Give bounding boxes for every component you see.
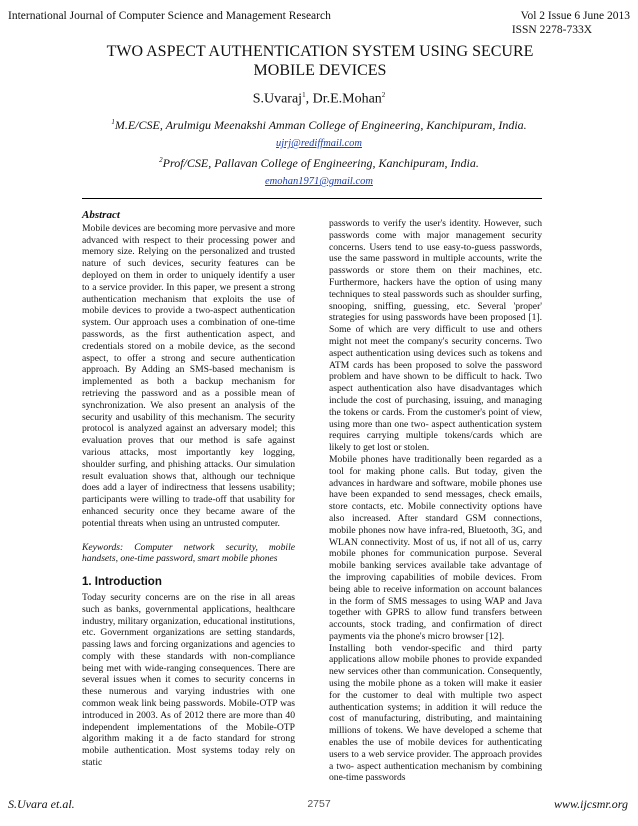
author-2: Dr.E.Mohan [312,91,382,107]
affiliation-1 [0,118,638,133]
footer-website[interactable]: www.ijcsmr.org [553,797,628,811]
affiliation-2-sup: 2 [159,156,163,164]
right-column [329,218,542,784]
title-line-2: MOBILE DEVICES [253,62,387,79]
journal-name: International Journal of Computer Science and Management Research [8,10,331,22]
paragraph-1: passwords to verify the user's identity. However, such passwords come with major management security concerns. Users tend to use easy-to-guess passwords, use the same password in multiple accounts, write the passwords or store them on their machines, etc. Furthermore, hackers have the option of using many techniques to steal passwords such as shoulder surfing, snooping, sniffing, guessing, etc. Several 'proper' strategies for using passwords have been proposed [1]. Some of which are very difficult to use and others might not meet the company's security concerns. Two aspect authentication using devices such as tokens and ATM cards has been proposed to solve the password problem and have shown to be difficult to hack. Two aspect authentication also have disadvantages which include the cost of purchasing, issuing, and managing the tokens or cards. From the customer's point of view, using more than one two- aspect authentication system requires carrying multiple tokens/cards which are likely to get lost or stolen. [329,218,542,454]
issn: ISSN 2278-733X [511,24,592,36]
volume-issue: Vol 2 Issue 6 June 2013 [520,10,630,22]
introduction-heading: 1. Introduction [82,576,162,589]
footer-author: S.Uvara et.al. [8,797,75,811]
running-footer [0,797,638,817]
affiliation-1-text: M.E/CSE, Arulmigu Meenakshi Amman College of Engineering, Kanchipuram, India. [114,118,527,132]
title-line-1: TWO ASPECT AUTHENTICATION SYSTEM USING SECURE [106,43,534,60]
author-1-sup: 1 [302,91,306,99]
author-1: S.Uvaraj [252,91,303,107]
author-separator: , [305,91,313,107]
introduction-text: Today security concerns are on the rise in all areas such as banks, governmental applications, healthcare industry, military organization, educational institutions, etc. Government organizations are setting standards, passing laws and forcing organizations and agencies to comply with these standards with non-compliance being met with wide-ranging consequences. There are several issues when it comes to security concerns in these numerous and varying industries with one common weak link being passwords. Mobile-OTP was introduced in 2003. As of 2012 there are more than 40 independent implementations of the Mobile-OTP algorithm making it a de facto standard for strong mobile authentication. Most systems today rely on static [82,591,295,769]
author-line [0,91,638,108]
left-column [82,210,295,769]
affiliation-1-sup: 1 [111,118,115,126]
page-number: 2757 [307,798,331,810]
email-1-link[interactable]: ujrj@rediffmail.com [276,138,362,149]
paragraph-2: Mobile phones have traditionally been regarded as a tool for making phone calls. But today, given the advances in hardware and software, mobile phones use have been expanded to send messages, check emails, store contacts, etc. Mobile connectivity options have also increased. After standard GSM connections, mobile phones now have infra-red, Bluetooth, 3G, and WLAN connectivity. Most of us, if not all of us, carry mobile phones for communication purpose. Several mobile banking services available take advantage of the improving capabilities of mobile devices. From being able to receive information on account balances in the form of SMS messages to using WAP and Java together with GPRS to allow fund transfers between accounts, stock trading, and confirmation of direct payments via the phone's micro browser [12]. [329,453,542,642]
paper-title [60,42,580,80]
affiliation-2-text: Prof/CSE, Pallavan College of Engineering, Kanchipuram, India. [162,156,479,170]
email-2-link[interactable]: emohan1971@gmail.com [265,176,373,187]
author-2-sup: 2 [381,91,386,99]
keywords: Keywords: Computer network security, mobile handsets, one-time password, smart mobile phones [82,541,295,565]
paragraph-3: Installing both vendor-specific and third party applications allow mobile phones to provide expanded new services other than communication. Consequently, using the mobile phone as a token will make it easier for the customer to deal with multiple two aspect authentication systems; in addition it will reduce the cost of manufacturing, distributing, and maintaining millions of tokens. We have developed a scheme that enables the use of mobile devices for authenticating users to a web service provider. The approach provides a two- aspect authentication mechanism by combining one-time passwords [329,642,542,784]
header-divider [82,198,542,199]
abstract-heading: Abstract [82,209,120,221]
abstract-text: Mobile devices are becoming more pervasive and more advanced with respect to their processing power and memory size. Relying on the personalized and trusted nature of such devices, security features can be deployed on them in order to uniquely identify a user to a service provider. In this paper, we present a strong authentication mechanism that exploits the use of mobile devices to provide a two-aspect authentication system. Our approach uses a combination of one-time passwords, as the first authentication aspect, and credentials stored on a mobile device, as the second aspect, to offer a strong and secure authentication approach. By Adding an SMS-based mechanism is implemented as both a backup mechanism for retrieving the password and as a possible mean of synchronization. We also present an analysis of the security and usability of this mechanism. The security protocol is analyzed against an adversary model; this evaluation proves that our method is safe against various attacks, most importantly key logging, shoulder surfing, and phishing attacks. Our simulation result evaluation shows that, although our technique does add a layer of indirectness that lessens usability; participants were willing to trade-off that usability for enhanced security once they became aware of the potential threats when using an untrusted computer. [82,222,295,529]
affiliation-2 [0,156,638,171]
running-header [0,10,638,42]
